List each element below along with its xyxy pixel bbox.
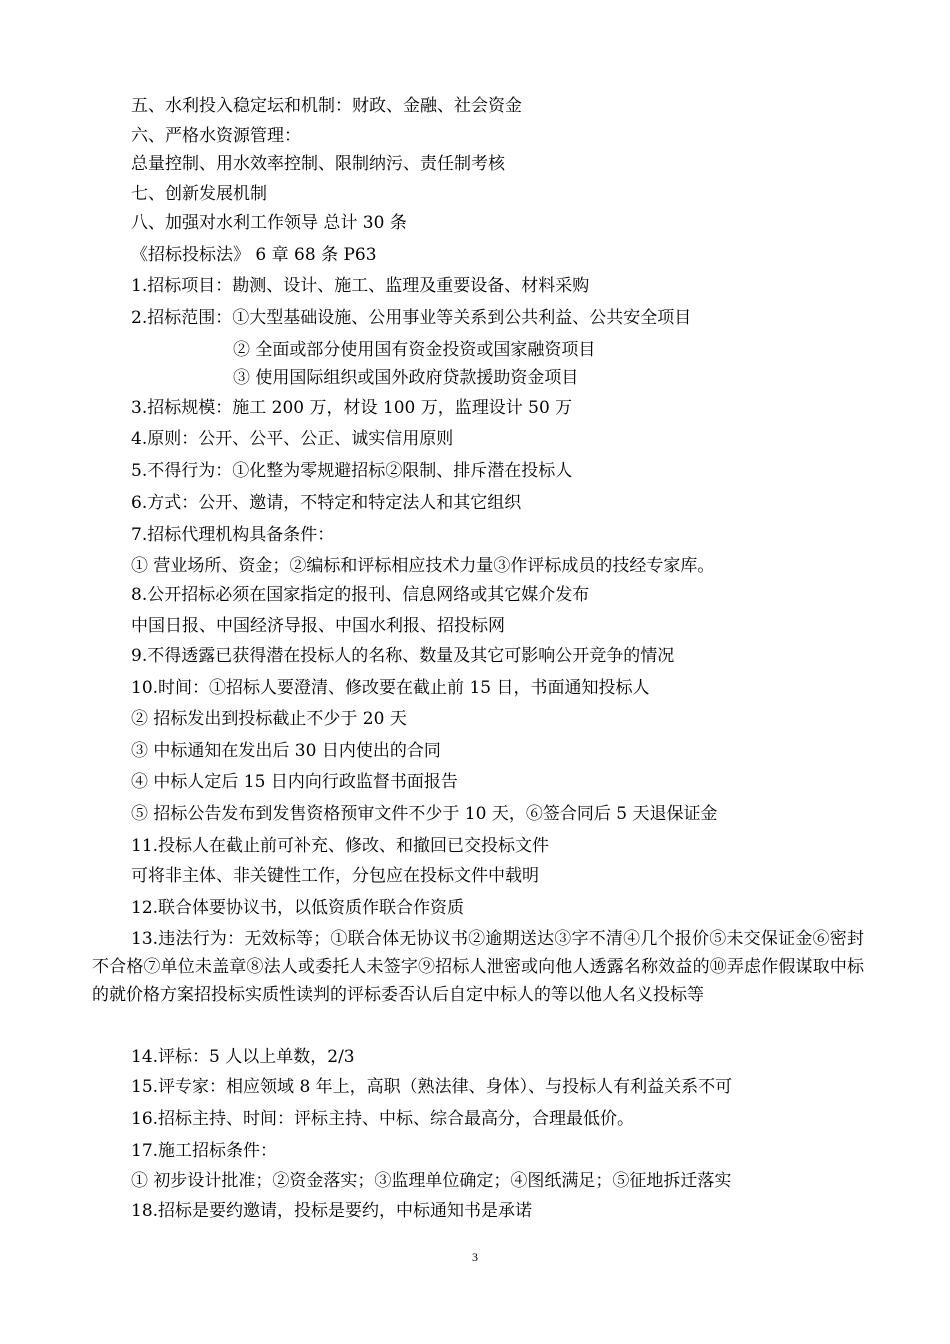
text-line: 8.公开招标必须在国家指定的报刊、信息网络或其它媒介发布 <box>131 585 590 605</box>
text-line: 中国日报、中国经济导报、中国水利报、招投标网 <box>131 616 505 636</box>
text-line: 16.招标主持、时间：评标主持、中标、综合最高分，合理最低价。 <box>131 1109 635 1129</box>
text-line: 《招标投标法》 6 章 68 条 P63 <box>131 245 377 265</box>
text-line: ④ 中标人定后 15 日内向行政监督书面报告 <box>131 772 458 792</box>
text-line: ② 全面或部分使用国有资金投资或国家融资项目 <box>233 340 596 360</box>
text-line: 15.评专家：相应领域 8 年上，高职（熟法律、身体）、与投标人有利益关系不可 <box>131 1077 733 1097</box>
text-line: 9.不得透露已获得潜在投标人的名称、数量及其它可影响公开竞争的情况 <box>131 646 675 666</box>
text-line: 11.投标人在截止前可补充、修改、和撤回已交投标文件 <box>131 836 550 856</box>
page-number: 3 <box>472 1250 478 1264</box>
text-line: 5.不得行为：①化整为零规避招标②限制、排斥潜在投标人 <box>131 461 573 481</box>
text-line: 4.原则：公开、公平、公正、诚实信用原则 <box>131 429 454 449</box>
text-line: 12.联合体要协议书，以低资质作联合作资质 <box>131 898 465 918</box>
text-line: 10.时间：①招标人要澄清、修改要在截止前 15 日，书面通知投标人 <box>131 678 650 698</box>
text-line: 六、严格水资源管理： <box>131 126 301 146</box>
text-line: 1.招标项目：勘测、设计、施工、监理及重要设备、材料采购 <box>131 276 590 296</box>
text-line: 总量控制、用水效率控制、限制纳污、责任制考核 <box>131 154 505 174</box>
text-line: 6.方式：公开、邀请，不特定和特定法人和其它组织 <box>131 493 522 513</box>
text-line: 3.招标规模：施工 200 万，材设 100 万，监理设计 50 万 <box>131 398 573 418</box>
text-line: ⑤ 招标公告发布到发售资格预审文件不少于 10 天，⑥签合同后 5 天退保证金 <box>131 804 718 824</box>
text-line: 五、水利投入稳定坛和机制：财政、金融、社会资金 <box>131 96 522 116</box>
text-line: 7.招标代理机构具备条件： <box>131 525 335 545</box>
text-line: ① 初步设计批准；②资金落实；③监理单位确定；④图纸满足；⑤征地拆迁落实 <box>131 1171 732 1191</box>
text-line: ③ 使用国际组织或国外政府贷款援助资金项目 <box>233 368 579 388</box>
text-line: 18.招标是要约邀请，投标是要约，中标通知书是承诺 <box>131 1201 533 1221</box>
text-line: 14.评标：5 人以上单数，2/3 <box>131 1047 355 1067</box>
text-line: 七、创新发展机制 <box>131 184 267 204</box>
paragraph: 13.违法行为：无效标等；①联合体无协议书②逾期送达③字不清④几个报价⑤未交保证金⑥密封不合格⑦单位未盖章⑧法人或委托人未签字⑨招标人泄密或向他人透露名称效益的⑩弄虑作假谋取中标的就价格方案招投标实质性读判的评标委否认后自定中标人的等以他人名义投标等 <box>92 929 864 1005</box>
text-line: ③ 中标通知在发出后 30 日内使出的合同 <box>131 741 441 761</box>
text-line: 可将非主体、非关键性工作，分包应在投标文件中载明 <box>131 866 539 886</box>
text-line: ① 营业场所、资金；②编标和评标相应技术力量③作评标成员的技经专家库。 <box>131 556 715 576</box>
text-line: 17.施工招标条件： <box>131 1141 278 1161</box>
text-line: 2.招标范围：①大型基础设施、公用事业等关系到公共利益、公共安全项目 <box>131 308 692 328</box>
text-line: ② 招标发出到投标截止不少于 20 天 <box>131 709 407 729</box>
text-line: 八、加强对水利工作领导 总计 30 条 <box>131 213 407 233</box>
